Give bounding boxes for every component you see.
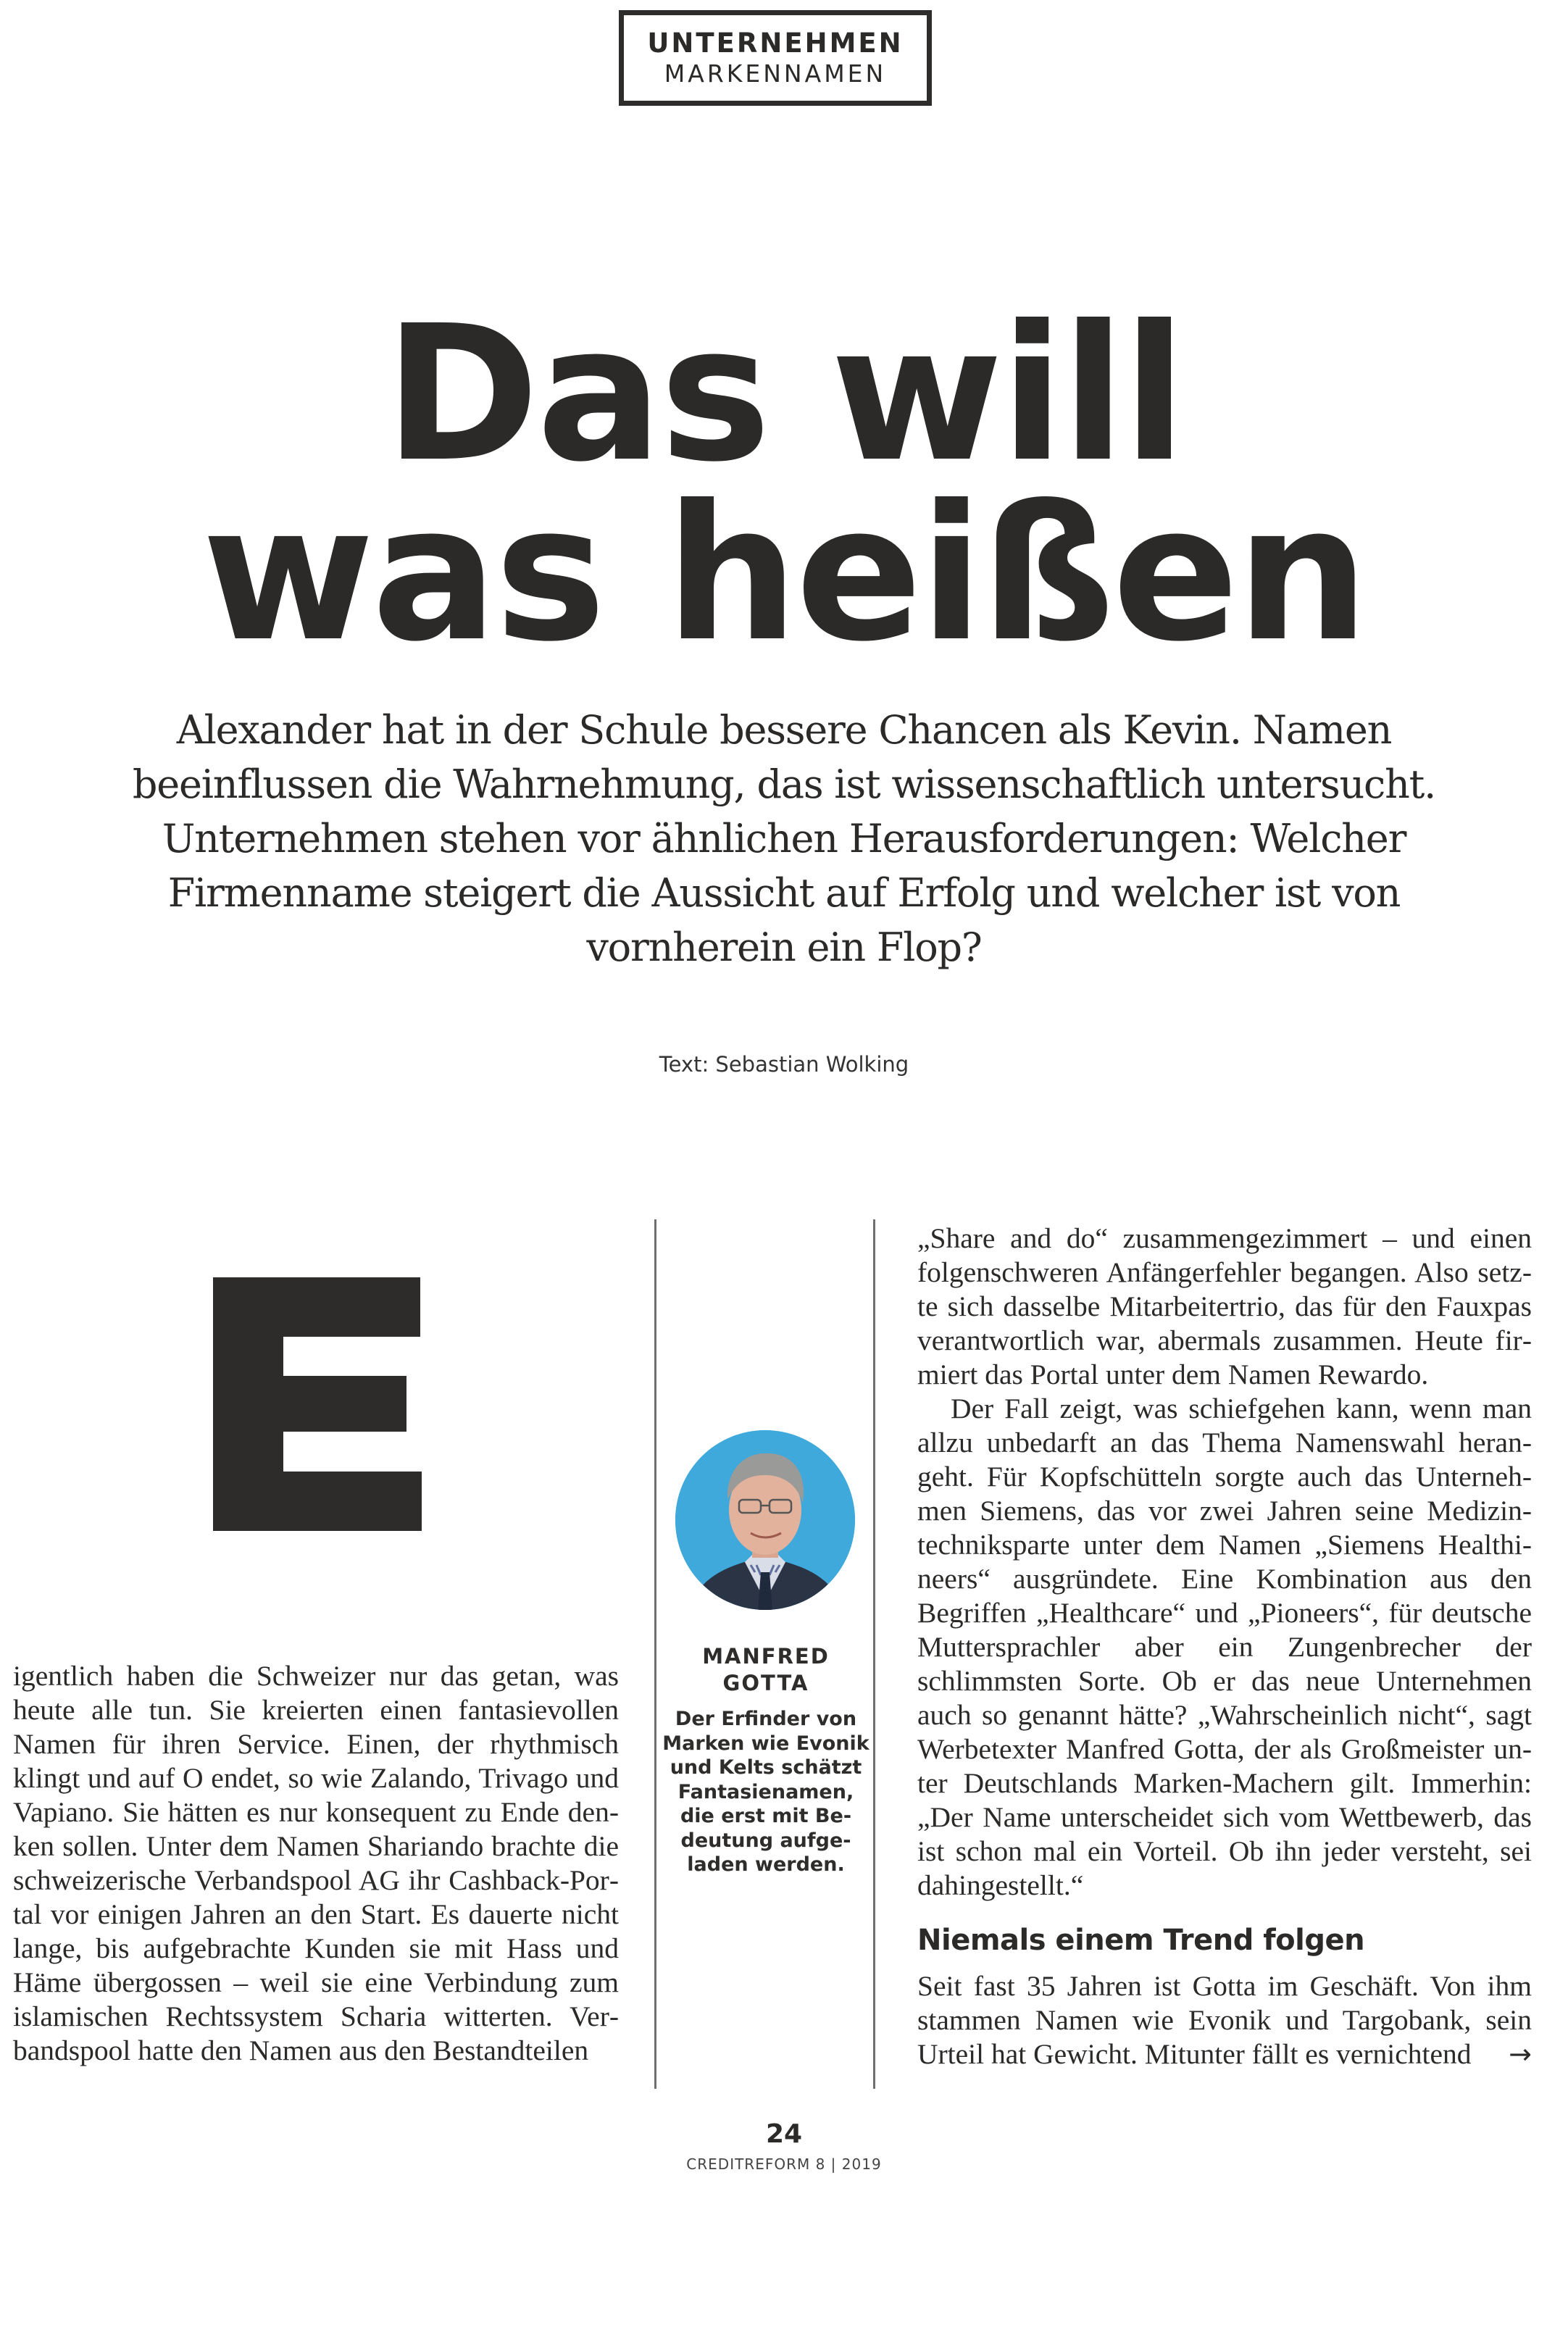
headline	[0, 285, 1568, 683]
portrait-photo	[675, 1430, 855, 1610]
rubric-topic: MARKENNAMEN	[664, 59, 887, 88]
portrait-caption	[661, 1643, 871, 1877]
byline: Text: Sebastian Wolking	[659, 1052, 909, 1077]
body-paragraph: igentlich haben die Schweizer nur das getan, was heute alle tun. Sie kreierten einen fantasievollen Namen für ihren Service. Einen, der rhythmisch klingt und auf O endet, so wie Zalando, Trivago und Vapiano. Sie hätten es nur konsequent zu Ende denken sollen. Unter dem Namen Shariando brachte die schweizerische Verbandspool AG ihr Cashback-Portal vor einigen Jahren an den Start. Es dauerte nicht lange, bis aufgebrachte Kunden sie mit Hass und Häme übergossen – weil sie eine Verbindung zum islamischen Rechtssystem Scharia witterten. Verbandspool hatte den Namen aus den Bestandteilen	[13, 1660, 619, 2066]
continue-arrow-icon: →	[1509, 2038, 1532, 2070]
person-portrait-icon	[675, 1430, 855, 1610]
headline-line-1: Das will	[384, 285, 1184, 503]
drop-cap-e-shape	[213, 1277, 422, 1531]
column-divider	[654, 1219, 656, 2089]
section-rubric	[619, 10, 932, 106]
drop-cap-letter	[213, 1277, 423, 1532]
person-name-line-2: GOTTA	[722, 1671, 809, 1695]
lead-paragraph: Alexander hat in der Schule bessere Chancen als Kevin. Namen beeinflussen die Wahrnehmung, das ist wissenschaftlich untersucht. Unternehmen stehen vor ähnlichen Herausforderungen: Welcher Firmenname steigert die Aussicht auf Erfolg und welcher ist von vornherein ein Flop?	[132, 707, 1436, 970]
body-paragraph-continued	[917, 1969, 1532, 2071]
issue-label: CREDITREFORM 8 | 2019	[686, 2155, 882, 2173]
rubric-section: UNTERNEHMEN	[647, 28, 904, 59]
body-paragraph: „Share and do“ zusammengezimmert – und einen folgenschweren Anfängerfehler begangen. Also setzte sich dasselbe Mitarbeitertrio, das für den Fauxpas verantwortlich war, abermals zusammen. Heute firmiert das Portal unter dem Namen Rewardo.	[917, 1222, 1532, 1390]
headline-line-2: was heißen	[201, 465, 1367, 683]
body-column-right	[917, 1222, 1532, 2071]
body-column-left	[13, 1659, 619, 2068]
column-divider	[873, 1219, 875, 2089]
page-number: 24	[765, 2119, 803, 2149]
body-paragraph-text: Seit fast 35 Jahren ist Gotta im Geschäft. Von ihm stammen Namen wie Evonik und Targobank, sein Urteil hat Gewicht. Mitunter fällt es vernichtend	[917, 1970, 1532, 2070]
person-description: Der Erfinder von Marken wie Evonik und Kelts schätzt Fantasienamen, die erst mit Bedeutung aufgeladen werden.	[662, 1708, 870, 1876]
body-paragraph: Der Fall zeigt, was schiefgehen kann, wenn man allzu unbedarft an das Thema Namenswahl herangeht. Für Kopfschütteln sorgte auch das Unternehmen Siemens, das vor zwei Jahren seine Medizintechniksparte unter dem Namen „Siemens Healthineers“ ausgründete. Eine Kombination aus den Begriffen „Healthcare“ und „Pioneers“, für deutsche Muttersprachler aber ein Zungenbrecher der schlimmsten Sorte. Ob er das neue Unternehmen auch so genannt hätte? „Wahrscheinlich nicht“, sagt Werbetexter Manfred Gotta, der als Großmeister unter Deutschlands Marken-Machern gilt. Immerhin: „Der Name unterscheidet sich vom Wettbewerb, das ist schon mal ein Vorteil. Ob ihn jeder versteht, sei dahingestellt.“	[917, 1393, 1532, 1901]
person-name-line-1: MANFRED	[702, 1644, 830, 1669]
section-subheading: Niemals einem Trend folgen	[917, 1924, 1365, 1957]
